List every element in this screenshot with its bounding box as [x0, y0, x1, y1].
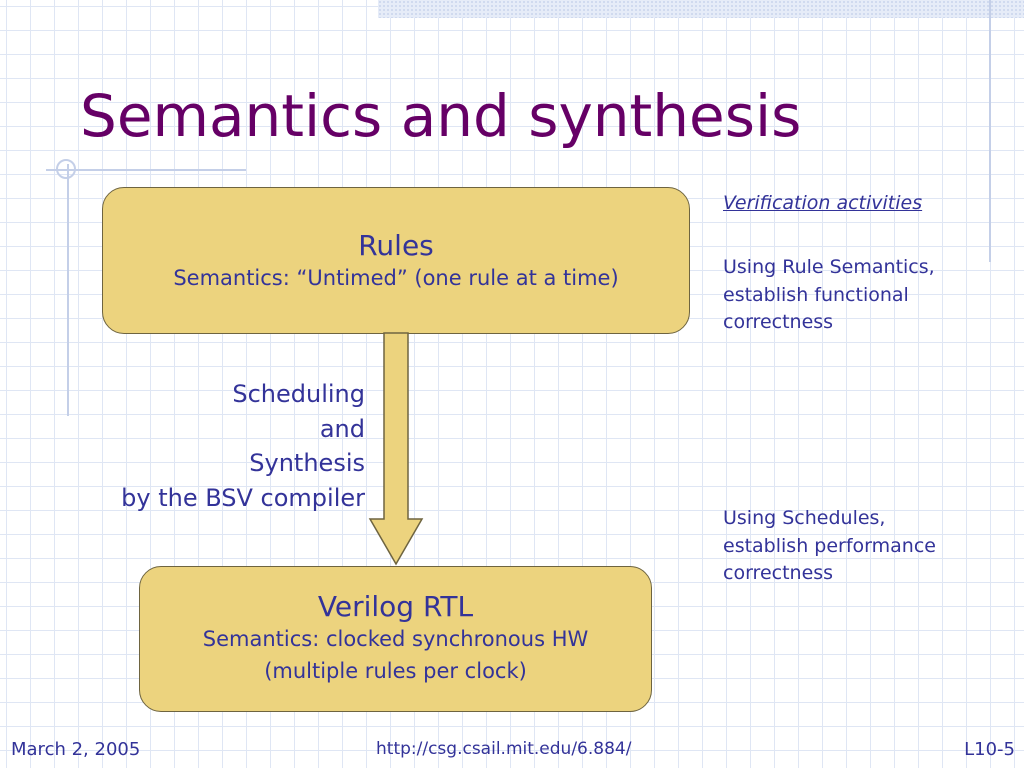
transform-label-line: Scheduling	[232, 380, 365, 408]
decorative-vertical-line-right	[989, 0, 991, 262]
rules-box	[102, 187, 690, 334]
verification-note-functional	[723, 254, 935, 337]
rules-semantics: Semantics: “Untimed” (one rule at a time)	[173, 266, 619, 291]
verification-note-performance	[723, 505, 936, 588]
footer-url: http://csg.csail.mit.edu/6.884/	[376, 739, 632, 759]
transform-label-line: and	[319, 414, 365, 443]
verification-heading: Verification activities	[723, 192, 923, 214]
transform-label	[121, 377, 365, 515]
note-line: correctness	[723, 311, 834, 333]
verilog-box	[139, 566, 652, 712]
footer-date: March 2, 2005	[11, 739, 141, 760]
verilog-rules-per-clock: (multiple rules per clock)	[264, 659, 527, 684]
transform-label-line: Synthesis	[249, 449, 365, 477]
note-line: Using Rule Semantics,	[723, 256, 935, 278]
slide-title: Semantics and synthesis	[80, 82, 802, 150]
note-line: Using Schedules,	[723, 507, 886, 529]
note-line: establish performance	[723, 534, 936, 557]
note-line: establish functional	[723, 283, 909, 306]
transform-label-line: by the BSV compiler	[121, 483, 365, 512]
decorative-vertical-line-left	[67, 164, 69, 416]
decorative-title-underline	[46, 169, 246, 171]
down-arrow-icon	[369, 333, 423, 565]
top-decorative-band	[378, 0, 1024, 18]
footer-page-number: L10-5	[964, 739, 1015, 760]
rules-heading: Rules	[358, 229, 434, 262]
decorative-circle-icon	[56, 159, 76, 179]
verilog-semantics: Semantics: clocked synchronous HW	[202, 627, 589, 652]
verilog-heading: Verilog RTL	[317, 590, 474, 623]
note-line: correctness	[723, 562, 834, 584]
